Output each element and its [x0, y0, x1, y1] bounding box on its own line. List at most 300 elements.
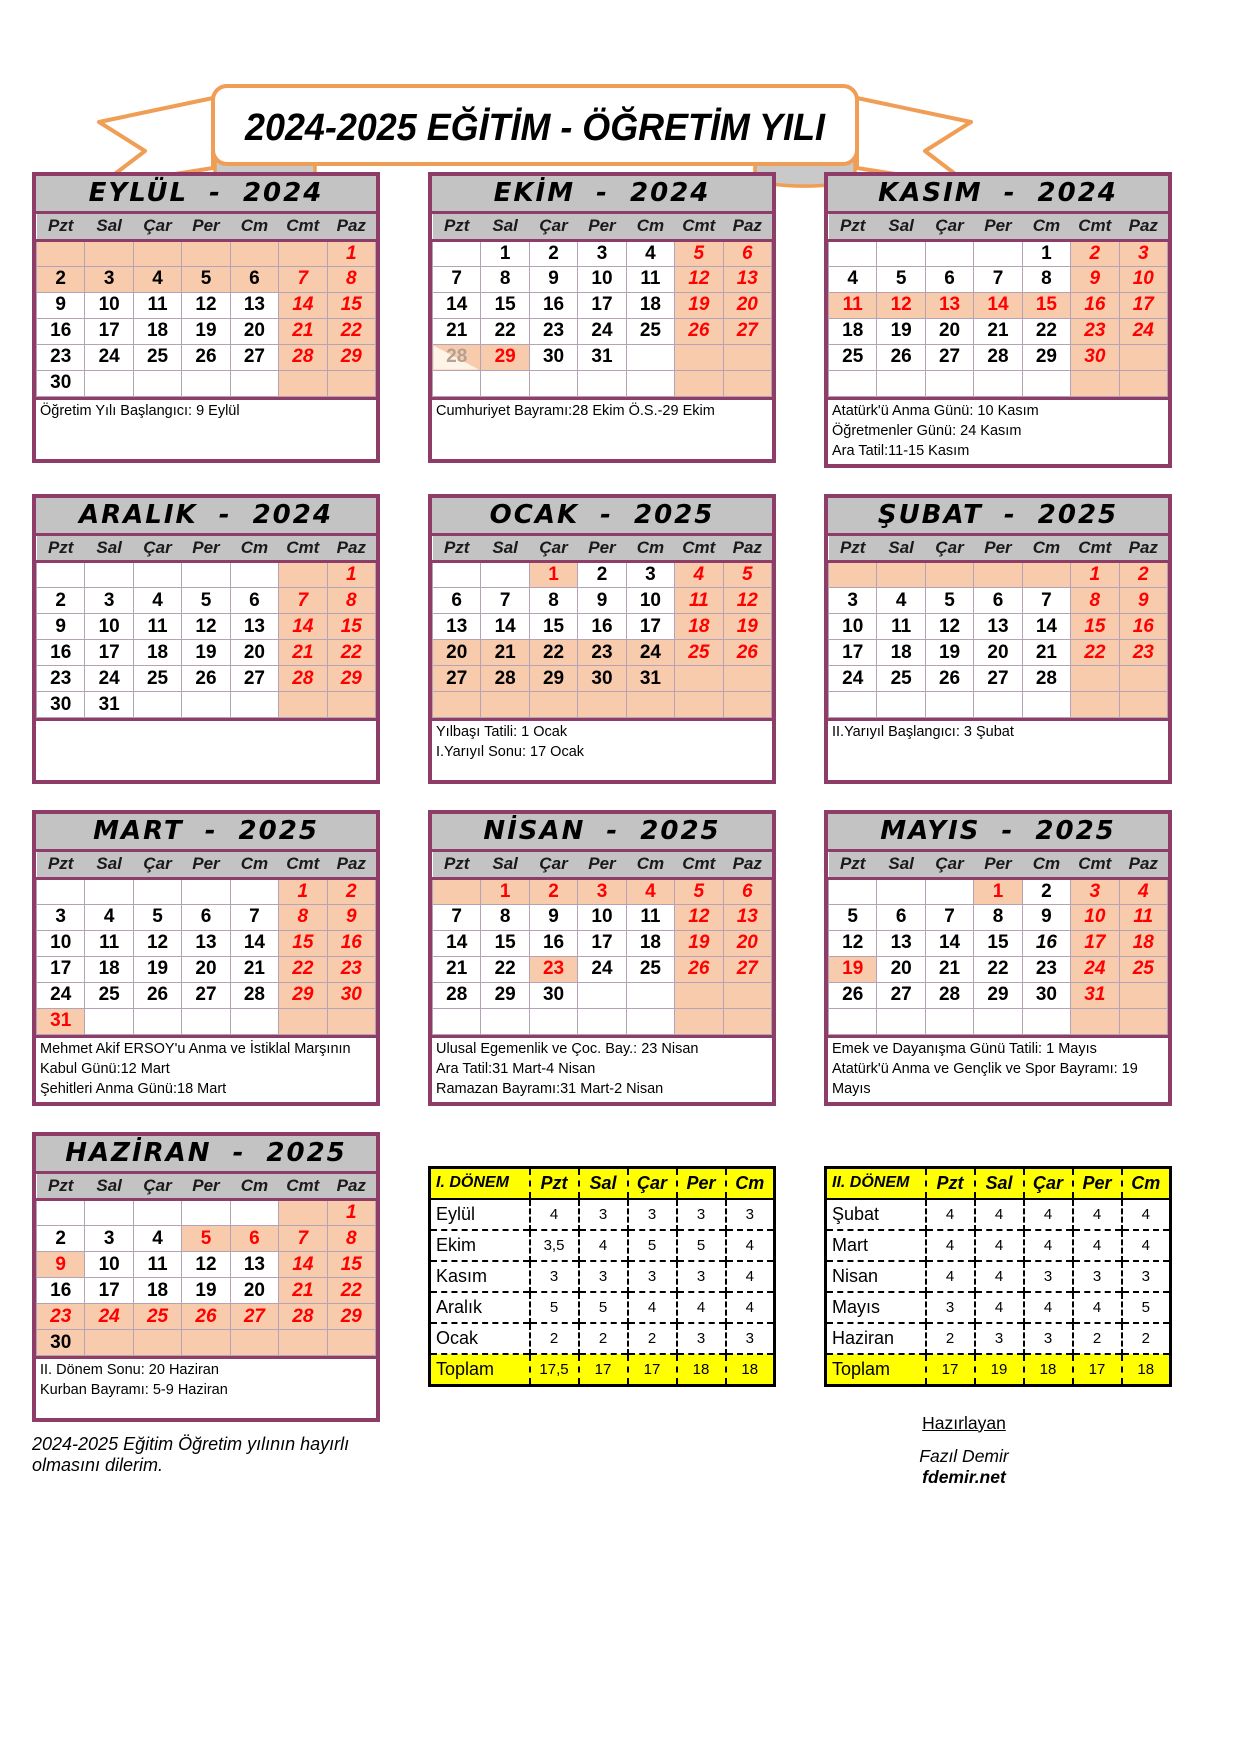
- term-value: 5: [628, 1230, 677, 1261]
- day-kasim-17: 17: [1119, 292, 1167, 318]
- day-mart-14: 14: [230, 930, 278, 956]
- term-value: 4: [1073, 1292, 1122, 1323]
- day-mart-27: 27: [182, 982, 230, 1008]
- month-haziran: [32, 1132, 380, 1423]
- day-ekim-2: 2: [529, 240, 577, 266]
- day-aralik-18: 18: [133, 640, 181, 666]
- day-kasim-24: 24: [1119, 318, 1167, 344]
- prepared-by-site: fdemir.net: [922, 1466, 1006, 1487]
- haziran-slot: [32, 1132, 380, 1423]
- term-value: 4: [975, 1199, 1024, 1230]
- day-kasim-5: 5: [877, 266, 925, 292]
- day-subat-23: 23: [1119, 640, 1167, 666]
- day-ocak-8: 8: [529, 588, 577, 614]
- day-ocak-5: 5: [723, 562, 771, 588]
- day-eylul-16: 16: [37, 318, 85, 344]
- day-aralik-31: 31: [85, 692, 133, 718]
- day-empty: [877, 692, 925, 718]
- day-mart-30: 30: [327, 982, 375, 1008]
- day-mayis-30: 30: [1022, 982, 1070, 1008]
- month-notes-mart: [36, 1035, 376, 1102]
- day-empty: [925, 878, 973, 904]
- day-empty: [877, 240, 925, 266]
- day-header: Pzt: [829, 852, 877, 878]
- month-title-mart: MART - 2025: [36, 814, 376, 852]
- day-aralik-23: 23: [37, 666, 85, 692]
- week-row: [37, 956, 376, 982]
- day-header: Paz: [327, 852, 375, 878]
- day-header: Cm: [626, 536, 674, 562]
- day-header: Çar: [133, 1174, 181, 1200]
- day-aralik-15: 15: [327, 614, 375, 640]
- day-empty: [230, 692, 278, 718]
- day-ekim-21: 21: [433, 318, 481, 344]
- week-row: [433, 692, 772, 718]
- day-empty: [1071, 692, 1119, 718]
- day-kasim-1: 1: [1022, 240, 1070, 266]
- day-eylul-18: 18: [133, 318, 181, 344]
- day-subat-1: 1: [1071, 562, 1119, 588]
- term-total-value: 18: [726, 1354, 775, 1385]
- day-nisan-17: 17: [578, 930, 626, 956]
- day-mayis-12: 12: [829, 930, 877, 956]
- term-table-donem1: [428, 1166, 776, 1387]
- day-header: Cmt: [279, 536, 327, 562]
- day-mart-29: 29: [279, 982, 327, 1008]
- day-empty: [230, 240, 278, 266]
- day-ocak-4: 4: [675, 562, 723, 588]
- week-row: [37, 640, 376, 666]
- term-row: [826, 1199, 1171, 1230]
- day-nisan-24: 24: [578, 956, 626, 982]
- day-header: Cmt: [1071, 852, 1119, 878]
- day-empty: [182, 562, 230, 588]
- day-mart-28: 28: [230, 982, 278, 1008]
- day-empty: [279, 240, 327, 266]
- day-empty: [925, 370, 973, 396]
- day-header: Cm: [230, 214, 278, 240]
- day-ocak-31: 31: [626, 666, 674, 692]
- day-ekim-24: 24: [578, 318, 626, 344]
- day-haziran-9: 9: [37, 1252, 85, 1278]
- day-subat-24: 24: [829, 666, 877, 692]
- term-total-row: [430, 1354, 775, 1385]
- day-header: Sal: [877, 214, 925, 240]
- term-total-value: 18: [1024, 1354, 1073, 1385]
- day-empty: [85, 240, 133, 266]
- day-haziran-10: 10: [85, 1252, 133, 1278]
- day-haziran-18: 18: [133, 1278, 181, 1304]
- term-row: [826, 1323, 1171, 1354]
- day-empty: [723, 344, 771, 370]
- day-mayis-17: 17: [1071, 930, 1119, 956]
- day-empty: [578, 692, 626, 718]
- day-subat-3: 3: [829, 588, 877, 614]
- day-ekim-31: 31: [578, 344, 626, 370]
- day-mayis-21: 21: [925, 956, 973, 982]
- term-value: 3: [530, 1261, 579, 1292]
- day-kasim-9: 9: [1071, 266, 1119, 292]
- wish-text: 2024-2025 Eğitim Öğretim yılının hayırlı olmasını dilerim.: [32, 1434, 350, 1475]
- day-empty: [481, 562, 529, 588]
- day-header: Çar: [529, 852, 577, 878]
- day-header: Cmt: [675, 536, 723, 562]
- day-empty: [433, 692, 481, 718]
- day-aralik-19: 19: [182, 640, 230, 666]
- day-mayis-20: 20: [877, 956, 925, 982]
- term-col-per: Per: [677, 1167, 726, 1199]
- term-row-label: Haziran: [826, 1323, 926, 1354]
- day-empty: [182, 240, 230, 266]
- term-value: 4: [726, 1230, 775, 1261]
- month-notes-kasim: [828, 397, 1168, 464]
- month-title-haziran: HAZİRAN - 2025: [36, 1136, 376, 1174]
- day-mart-26: 26: [133, 982, 181, 1008]
- term-value: 3: [628, 1261, 677, 1292]
- day-mayis-25: 25: [1119, 956, 1167, 982]
- day-header: Cmt: [675, 852, 723, 878]
- term-value: 3: [628, 1199, 677, 1230]
- day-kasim-15: 15: [1022, 292, 1070, 318]
- month-notes-ocak: [432, 718, 772, 780]
- day-nisan-25: 25: [626, 956, 674, 982]
- week-row: [433, 344, 772, 370]
- day-empty: [230, 370, 278, 396]
- term-title: I. DÖNEM: [430, 1167, 530, 1199]
- day-haziran-11: 11: [133, 1252, 181, 1278]
- day-ekim-20: 20: [723, 292, 771, 318]
- day-kasim-8: 8: [1022, 266, 1070, 292]
- day-empty: [1071, 1008, 1119, 1034]
- term-total-value: 17: [579, 1354, 628, 1385]
- day-ocak-18: 18: [675, 614, 723, 640]
- day-kasim-3: 3: [1119, 240, 1167, 266]
- note: Emek ve Dayanışma Günü Tatili: 1 Mayıs: [832, 1040, 1097, 1057]
- week-row: [829, 930, 1168, 956]
- day-ocak-15: 15: [529, 614, 577, 640]
- week-row: [37, 1200, 376, 1226]
- term-value: 3: [1122, 1261, 1171, 1292]
- day-ekim-10: 10: [578, 266, 626, 292]
- month-grid-aralik: [36, 536, 376, 719]
- term-value: 4: [628, 1292, 677, 1323]
- week-row: [37, 370, 376, 396]
- day-mart-24: 24: [37, 982, 85, 1008]
- day-header: Cmt: [279, 852, 327, 878]
- week-row: [37, 240, 376, 266]
- month-notes-aralik: [36, 718, 376, 780]
- day-nisan-18: 18: [626, 930, 674, 956]
- day-empty: [133, 562, 181, 588]
- week-row: [37, 982, 376, 1008]
- term-title: II. DÖNEM: [826, 1167, 926, 1199]
- day-mart-21: 21: [230, 956, 278, 982]
- week-row: [829, 266, 1168, 292]
- month-title-mayis: MAYIS - 2025: [828, 814, 1168, 852]
- day-kasim-18: 18: [829, 318, 877, 344]
- day-empty: [1022, 692, 1070, 718]
- day-header: Sal: [85, 1174, 133, 1200]
- day-aralik-20: 20: [230, 640, 278, 666]
- day-kasim-14: 14: [974, 292, 1022, 318]
- note: II. Dönem Sonu: 20 Haziran: [40, 1362, 219, 1378]
- note: Ramazan Bayramı:31 Mart-2 Nisan: [436, 1080, 664, 1097]
- day-aralik-16: 16: [37, 640, 85, 666]
- day-empty: [133, 1330, 181, 1356]
- months-grid: [32, 172, 1172, 1106]
- day-nisan-27: 27: [723, 956, 771, 982]
- month-grid-eylul: [36, 214, 376, 397]
- day-aralik-27: 27: [230, 666, 278, 692]
- day-ekim-1: 1: [481, 240, 529, 266]
- month-title-ekim: EKİM - 2024: [432, 176, 772, 214]
- note: Atatürk'ü Anma Günü: 10 Kasım: [832, 402, 1039, 419]
- day-nisan-19: 19: [675, 930, 723, 956]
- day-header: Per: [578, 214, 626, 240]
- day-header: Cmt: [279, 214, 327, 240]
- day-header: Cm: [230, 1174, 278, 1200]
- day-mart-4: 4: [85, 904, 133, 930]
- day-empty: [182, 1008, 230, 1034]
- day-eylul-19: 19: [182, 318, 230, 344]
- week-row: [37, 344, 376, 370]
- day-mayis-27: 27: [877, 982, 925, 1008]
- day-mayis-28: 28: [925, 982, 973, 1008]
- day-ekim-28: 28: [433, 344, 481, 370]
- note: Ara Tatil:11-15 Kasım: [832, 442, 970, 459]
- week-row: [433, 614, 772, 640]
- month-kasim: [824, 172, 1172, 468]
- day-empty: [829, 1008, 877, 1034]
- week-row: [829, 904, 1168, 930]
- day-ocak-13: 13: [433, 614, 481, 640]
- day-aralik-25: 25: [133, 666, 181, 692]
- week-row: [433, 878, 772, 904]
- term-value: 4: [1122, 1199, 1171, 1230]
- week-row: [829, 956, 1168, 982]
- day-eylul-9: 9: [37, 292, 85, 318]
- day-subat-7: 7: [1022, 588, 1070, 614]
- week-row: [433, 588, 772, 614]
- day-mayis-3: 3: [1071, 878, 1119, 904]
- day-mart-17: 17: [37, 956, 85, 982]
- day-ocak-6: 6: [433, 588, 481, 614]
- bottom-left-column: [32, 1132, 380, 1477]
- month-title-ocak: OCAK - 2025: [432, 498, 772, 536]
- term-value: 3: [677, 1323, 726, 1354]
- day-ocak-24: 24: [626, 640, 674, 666]
- month-grid-kasim: [828, 214, 1168, 397]
- day-empty: [182, 370, 230, 396]
- day-header: Çar: [133, 214, 181, 240]
- day-mayis-8: 8: [974, 904, 1022, 930]
- day-kasim-22: 22: [1022, 318, 1070, 344]
- month-title-eylul: EYLÜL - 2024: [36, 176, 376, 214]
- day-mayis-5: 5: [829, 904, 877, 930]
- month-title-subat: ŞUBAT - 2025: [828, 498, 1168, 536]
- week-row: [433, 370, 772, 396]
- day-nisan-20: 20: [723, 930, 771, 956]
- day-empty: [133, 240, 181, 266]
- day-ocak-10: 10: [626, 588, 674, 614]
- day-empty: [829, 370, 877, 396]
- term-total-label: Toplam: [430, 1354, 530, 1385]
- day-empty: [230, 1330, 278, 1356]
- month-grid-ocak: [432, 536, 772, 719]
- day-haziran-20: 20: [230, 1278, 278, 1304]
- term-value: 4: [975, 1292, 1024, 1323]
- day-haziran-21: 21: [279, 1278, 327, 1304]
- day-empty: [37, 878, 85, 904]
- note: Atatürk'ü Anma ve Gençlik ve Spor Bayramı: 19 Mayıs: [832, 1060, 1138, 1097]
- day-empty: [85, 562, 133, 588]
- day-empty: [481, 370, 529, 396]
- day-header-row: [829, 852, 1168, 878]
- week-row: [37, 562, 376, 588]
- day-ekim-18: 18: [626, 292, 674, 318]
- term-col-per: Per: [1073, 1167, 1122, 1199]
- day-empty: [182, 1200, 230, 1226]
- day-ekim-5: 5: [675, 240, 723, 266]
- day-mart-11: 11: [85, 930, 133, 956]
- day-mart-13: 13: [182, 930, 230, 956]
- day-empty: [578, 1008, 626, 1034]
- term-row: [826, 1230, 1171, 1261]
- day-haziran-8: 8: [327, 1226, 375, 1252]
- day-empty: [133, 1200, 181, 1226]
- day-aralik-7: 7: [279, 588, 327, 614]
- week-row: [37, 930, 376, 956]
- note: Kurban Bayramı: 5-9 Haziran: [40, 1382, 228, 1398]
- term-table-donem2: [824, 1166, 1172, 1387]
- day-haziran-22: 22: [327, 1278, 375, 1304]
- day-haziran-24: 24: [85, 1304, 133, 1330]
- day-mayis-6: 6: [877, 904, 925, 930]
- day-ekim-26: 26: [675, 318, 723, 344]
- day-ocak-7: 7: [481, 588, 529, 614]
- term-value: 4: [926, 1199, 975, 1230]
- day-haziran-4: 4: [133, 1226, 181, 1252]
- day-ekim-12: 12: [675, 266, 723, 292]
- day-kasim-21: 21: [974, 318, 1022, 344]
- week-row: [37, 318, 376, 344]
- term-row-label: Ekim: [430, 1230, 530, 1261]
- day-header: Çar: [529, 214, 577, 240]
- day-aralik-6: 6: [230, 588, 278, 614]
- day-ocak-17: 17: [626, 614, 674, 640]
- day-nisan-8: 8: [481, 904, 529, 930]
- day-empty: [279, 370, 327, 396]
- day-header: Paz: [723, 852, 771, 878]
- note: Mehmet Akif ERSOY'u Anma ve İstiklal Marşının Kabul Günü:12 Mart: [40, 1040, 351, 1077]
- day-subat-12: 12: [925, 614, 973, 640]
- day-empty: [626, 370, 674, 396]
- week-row: [37, 1278, 376, 1304]
- day-header: Per: [182, 536, 230, 562]
- day-empty: [327, 692, 375, 718]
- week-row: [37, 1226, 376, 1252]
- week-row: [433, 904, 772, 930]
- day-ekim-16: 16: [529, 292, 577, 318]
- day-subat-17: 17: [829, 640, 877, 666]
- day-header: Per: [578, 852, 626, 878]
- day-haziran-13: 13: [230, 1252, 278, 1278]
- day-empty: [279, 562, 327, 588]
- month-grid-ekim: [432, 214, 772, 397]
- term-value: 3: [726, 1199, 775, 1230]
- week-row: [829, 666, 1168, 692]
- day-ekim-30: 30: [529, 344, 577, 370]
- day-eylul-8: 8: [327, 266, 375, 292]
- day-empty: [877, 1008, 925, 1034]
- day-subat-13: 13: [974, 614, 1022, 640]
- day-subat-28: 28: [1022, 666, 1070, 692]
- day-haziran-15: 15: [327, 1252, 375, 1278]
- day-header-row: [37, 852, 376, 878]
- day-ekim-29: 29: [481, 344, 529, 370]
- term-value: 2: [1073, 1323, 1122, 1354]
- day-kasim-19: 19: [877, 318, 925, 344]
- day-haziran-16: 16: [37, 1278, 85, 1304]
- day-aralik-13: 13: [230, 614, 278, 640]
- day-empty: [230, 1008, 278, 1034]
- day-ekim-7: 7: [433, 266, 481, 292]
- day-eylul-10: 10: [85, 292, 133, 318]
- day-mart-8: 8: [279, 904, 327, 930]
- day-mayis-11: 11: [1119, 904, 1167, 930]
- term-row: [430, 1323, 775, 1354]
- day-header: Per: [974, 852, 1022, 878]
- day-ocak-3: 3: [626, 562, 674, 588]
- day-empty: [723, 666, 771, 692]
- day-empty: [974, 240, 1022, 266]
- day-ocak-27: 27: [433, 666, 481, 692]
- day-header: Pzt: [37, 536, 85, 562]
- month-grid-mayis: [828, 852, 1168, 1035]
- day-kasim-27: 27: [925, 344, 973, 370]
- term-value: 4: [975, 1261, 1024, 1292]
- day-eylul-13: 13: [230, 292, 278, 318]
- day-empty: [1119, 344, 1167, 370]
- note: Ara Tatil:31 Mart-4 Nisan: [436, 1060, 596, 1077]
- term-value: 3: [677, 1199, 726, 1230]
- day-empty: [925, 562, 973, 588]
- day-haziran-27: 27: [230, 1304, 278, 1330]
- day-mart-5: 5: [133, 904, 181, 930]
- day-eylul-27: 27: [230, 344, 278, 370]
- week-row: [829, 1008, 1168, 1034]
- day-empty: [529, 1008, 577, 1034]
- week-row: [433, 292, 772, 318]
- month-grid-mart: [36, 852, 376, 1035]
- day-eylul-3: 3: [85, 266, 133, 292]
- day-kasim-16: 16: [1071, 292, 1119, 318]
- month-notes-mayis: [828, 1035, 1168, 1102]
- day-ekim-8: 8: [481, 266, 529, 292]
- day-ocak-29: 29: [529, 666, 577, 692]
- term-total-value: 17: [628, 1354, 677, 1385]
- day-nisan-23: 23: [529, 956, 577, 982]
- week-row: [829, 562, 1168, 588]
- term-value: 2: [579, 1323, 628, 1354]
- term-row-label: Mart: [826, 1230, 926, 1261]
- term-total-value: 17,5: [530, 1354, 579, 1385]
- day-eylul-17: 17: [85, 318, 133, 344]
- day-nisan-2: 2: [529, 878, 577, 904]
- day-empty: [481, 1008, 529, 1034]
- term-value: 3: [1073, 1261, 1122, 1292]
- day-aralik-3: 3: [85, 588, 133, 614]
